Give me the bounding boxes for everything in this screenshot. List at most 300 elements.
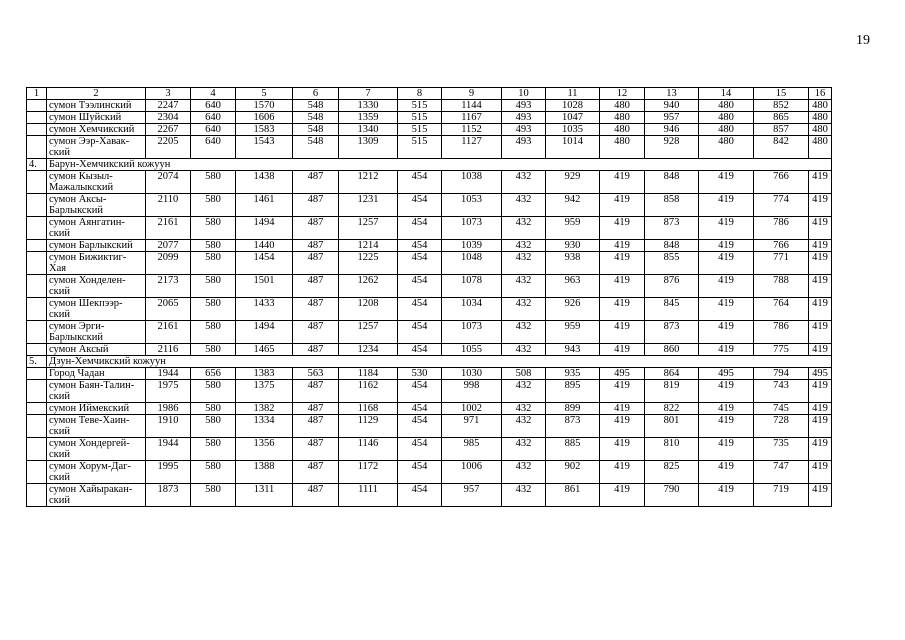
value-cell: 493: [502, 136, 546, 159]
locality-name-cell: сумон Хорум-Даг-ский: [47, 461, 146, 484]
value-cell: 771: [754, 252, 809, 275]
value-cell: 454: [398, 194, 442, 217]
value-cell: 1002: [442, 403, 502, 415]
table-row: [27, 136, 832, 159]
value-cell: 548: [293, 100, 339, 112]
value-cell: 487: [293, 344, 339, 356]
value-cell: 419: [809, 217, 832, 240]
value-cell: 580: [191, 298, 236, 321]
value-cell: 419: [809, 321, 832, 344]
value-cell: 819: [645, 380, 699, 403]
row-number-cell: [27, 484, 47, 507]
value-cell: 487: [293, 380, 339, 403]
value-cell: 454: [398, 252, 442, 275]
table-row: [27, 171, 832, 194]
value-cell: 454: [398, 403, 442, 415]
value-cell: 842: [754, 136, 809, 159]
value-cell: 942: [546, 194, 600, 217]
value-cell: 1055: [442, 344, 502, 356]
table-row: [27, 298, 832, 321]
value-cell: 1053: [442, 194, 502, 217]
value-cell: 1262: [339, 275, 398, 298]
table-row: [27, 368, 832, 380]
value-cell: 926: [546, 298, 600, 321]
value-cell: 487: [293, 275, 339, 298]
value-cell: 580: [191, 461, 236, 484]
column-number-header: 10: [502, 88, 546, 100]
value-cell: 1014: [546, 136, 600, 159]
value-cell: 515: [398, 100, 442, 112]
value-cell: 801: [645, 415, 699, 438]
value-cell: 640: [191, 124, 236, 136]
value-cell: 580: [191, 171, 236, 194]
value-cell: 419: [809, 194, 832, 217]
value-cell: 902: [546, 461, 600, 484]
value-cell: 480: [600, 112, 645, 124]
value-cell: 1028: [546, 100, 600, 112]
value-cell: 454: [398, 321, 442, 344]
value-cell: 454: [398, 217, 442, 240]
value-cell: 480: [699, 112, 754, 124]
value-cell: 1047: [546, 112, 600, 124]
value-cell: 745: [754, 403, 809, 415]
row-number-cell: [27, 461, 47, 484]
value-cell: 530: [398, 368, 442, 380]
value-cell: 493: [502, 124, 546, 136]
value-cell: 419: [809, 171, 832, 194]
column-number-header: 15: [754, 88, 809, 100]
value-cell: 2173: [146, 275, 191, 298]
value-cell: 454: [398, 171, 442, 194]
value-cell: 728: [754, 415, 809, 438]
value-cell: 788: [754, 275, 809, 298]
value-cell: 640: [191, 136, 236, 159]
column-number-header: 13: [645, 88, 699, 100]
value-cell: 480: [600, 124, 645, 136]
value-cell: 580: [191, 380, 236, 403]
value-cell: 480: [699, 124, 754, 136]
value-cell: 774: [754, 194, 809, 217]
value-cell: 1073: [442, 217, 502, 240]
value-cell: 432: [502, 403, 546, 415]
value-cell: 640: [191, 100, 236, 112]
value-cell: 480: [809, 112, 832, 124]
column-number-header: 4: [191, 88, 236, 100]
value-cell: 515: [398, 124, 442, 136]
value-cell: 487: [293, 461, 339, 484]
value-cell: 1212: [339, 171, 398, 194]
value-cell: 432: [502, 461, 546, 484]
value-cell: 419: [809, 403, 832, 415]
value-cell: 419: [699, 275, 754, 298]
locality-name-cell: сумон Аксый: [47, 344, 146, 356]
value-cell: 1225: [339, 252, 398, 275]
value-cell: 580: [191, 240, 236, 252]
locality-name-cell: Город Чадан: [47, 368, 146, 380]
value-cell: 895: [546, 380, 600, 403]
value-cell: 1311: [236, 484, 293, 507]
value-cell: 1162: [339, 380, 398, 403]
value-cell: 656: [191, 368, 236, 380]
value-cell: 1048: [442, 252, 502, 275]
value-cell: 419: [600, 438, 645, 461]
value-cell: 487: [293, 194, 339, 217]
value-cell: 419: [809, 344, 832, 356]
value-cell: 794: [754, 368, 809, 380]
value-cell: 1570: [236, 100, 293, 112]
value-cell: 419: [699, 252, 754, 275]
value-cell: 963: [546, 275, 600, 298]
section-number: 4.: [27, 159, 47, 171]
row-number-cell: [27, 438, 47, 461]
value-cell: 419: [699, 298, 754, 321]
value-cell: 876: [645, 275, 699, 298]
value-cell: 1030: [442, 368, 502, 380]
value-cell: 487: [293, 415, 339, 438]
value-cell: 1073: [442, 321, 502, 344]
value-cell: 548: [293, 124, 339, 136]
value-cell: 419: [699, 438, 754, 461]
value-cell: 580: [191, 415, 236, 438]
value-cell: 1330: [339, 100, 398, 112]
table-row: [27, 217, 832, 240]
value-cell: 580: [191, 321, 236, 344]
value-cell: 563: [293, 368, 339, 380]
value-cell: 480: [809, 136, 832, 159]
page-number: 19: [856, 33, 870, 48]
row-number-cell: [27, 298, 47, 321]
column-number-header-row: [27, 88, 832, 100]
value-cell: 419: [809, 275, 832, 298]
value-cell: 943: [546, 344, 600, 356]
value-cell: 487: [293, 438, 339, 461]
value-cell: 419: [600, 344, 645, 356]
table-row: [27, 438, 832, 461]
row-number-cell: [27, 275, 47, 298]
value-cell: 1340: [339, 124, 398, 136]
value-cell: 2110: [146, 194, 191, 217]
value-cell: 580: [191, 194, 236, 217]
locality-name-cell: сумон Хондергей-ский: [47, 438, 146, 461]
value-cell: 940: [645, 100, 699, 112]
data-table: [26, 87, 832, 507]
row-number-cell: [27, 380, 47, 403]
column-number-header: 11: [546, 88, 600, 100]
value-cell: 419: [600, 252, 645, 275]
column-number-header: 5: [236, 88, 293, 100]
value-cell: 1039: [442, 240, 502, 252]
value-cell: 864: [645, 368, 699, 380]
value-cell: 1034: [442, 298, 502, 321]
value-cell: 432: [502, 380, 546, 403]
value-cell: 454: [398, 344, 442, 356]
table-row: [27, 344, 832, 356]
value-cell: 929: [546, 171, 600, 194]
value-cell: 419: [809, 380, 832, 403]
column-number-header: 12: [600, 88, 645, 100]
column-number-header: 2: [47, 88, 146, 100]
value-cell: 848: [645, 240, 699, 252]
value-cell: 487: [293, 171, 339, 194]
value-cell: 495: [600, 368, 645, 380]
value-cell: 857: [754, 124, 809, 136]
value-cell: 419: [600, 484, 645, 507]
value-cell: 855: [645, 252, 699, 275]
table-row: [27, 100, 832, 112]
value-cell: 432: [502, 275, 546, 298]
row-number-cell: [27, 415, 47, 438]
value-cell: 1167: [442, 112, 502, 124]
value-cell: 1111: [339, 484, 398, 507]
value-cell: 419: [699, 344, 754, 356]
value-cell: 419: [600, 380, 645, 403]
table-row: [27, 240, 832, 252]
value-cell: 957: [645, 112, 699, 124]
column-number-header: 16: [809, 88, 832, 100]
value-cell: 1975: [146, 380, 191, 403]
value-cell: 1383: [236, 368, 293, 380]
row-number-cell: [27, 100, 47, 112]
value-cell: 873: [645, 217, 699, 240]
value-cell: 495: [699, 368, 754, 380]
row-number-cell: [27, 124, 47, 136]
value-cell: 1334: [236, 415, 293, 438]
locality-name-cell: сумон Кызыл-Мажалыкский: [47, 171, 146, 194]
value-cell: 860: [645, 344, 699, 356]
value-cell: 432: [502, 438, 546, 461]
value-cell: 1382: [236, 403, 293, 415]
value-cell: 971: [442, 415, 502, 438]
value-cell: 2304: [146, 112, 191, 124]
value-cell: 1995: [146, 461, 191, 484]
locality-name-cell: сумон Бижиктиг-Хая: [47, 252, 146, 275]
value-cell: 2247: [146, 100, 191, 112]
value-cell: 493: [502, 112, 546, 124]
row-number-cell: [27, 321, 47, 344]
value-cell: 810: [645, 438, 699, 461]
table-row: [27, 124, 832, 136]
value-cell: 1440: [236, 240, 293, 252]
value-cell: 2099: [146, 252, 191, 275]
value-cell: 580: [191, 344, 236, 356]
column-number-header: 9: [442, 88, 502, 100]
value-cell: 419: [699, 461, 754, 484]
value-cell: 419: [699, 171, 754, 194]
value-cell: 1494: [236, 217, 293, 240]
value-cell: 930: [546, 240, 600, 252]
value-cell: 959: [546, 321, 600, 344]
value-cell: 487: [293, 217, 339, 240]
value-cell: 419: [809, 461, 832, 484]
value-cell: 1986: [146, 403, 191, 415]
value-cell: 1910: [146, 415, 191, 438]
locality-name-cell: сумон Тээлинский: [47, 100, 146, 112]
value-cell: 1543: [236, 136, 293, 159]
column-number-header: 6: [293, 88, 339, 100]
value-cell: 1146: [339, 438, 398, 461]
value-cell: 766: [754, 171, 809, 194]
value-cell: 487: [293, 321, 339, 344]
section-row: [27, 159, 832, 171]
value-cell: 1454: [236, 252, 293, 275]
value-cell: 419: [600, 321, 645, 344]
value-cell: 766: [754, 240, 809, 252]
value-cell: 454: [398, 240, 442, 252]
row-number-cell: [27, 217, 47, 240]
section-title: Барун-Хемчикский кожуун: [47, 159, 832, 171]
value-cell: 580: [191, 217, 236, 240]
value-cell: 1035: [546, 124, 600, 136]
value-cell: 1234: [339, 344, 398, 356]
value-cell: 985: [442, 438, 502, 461]
value-cell: 432: [502, 298, 546, 321]
value-cell: 2161: [146, 217, 191, 240]
value-cell: 845: [645, 298, 699, 321]
value-cell: 580: [191, 403, 236, 415]
value-cell: 959: [546, 217, 600, 240]
value-cell: 487: [293, 252, 339, 275]
value-cell: 480: [699, 100, 754, 112]
locality-name-cell: сумон Эрги-Барлыкский: [47, 321, 146, 344]
value-cell: 1152: [442, 124, 502, 136]
value-cell: 515: [398, 136, 442, 159]
section-title: Дзун-Хемчикский кожуун: [47, 356, 832, 368]
table-row: [27, 321, 832, 344]
value-cell: 786: [754, 321, 809, 344]
value-cell: 786: [754, 217, 809, 240]
row-number-cell: [27, 252, 47, 275]
row-number-cell: [27, 112, 47, 124]
value-cell: 432: [502, 171, 546, 194]
value-cell: 480: [699, 136, 754, 159]
value-cell: 775: [754, 344, 809, 356]
value-cell: 852: [754, 100, 809, 112]
value-cell: 1388: [236, 461, 293, 484]
value-cell: 1356: [236, 438, 293, 461]
value-cell: 1127: [442, 136, 502, 159]
value-cell: 1129: [339, 415, 398, 438]
value-cell: 493: [502, 100, 546, 112]
value-cell: 865: [754, 112, 809, 124]
table-row: [27, 252, 832, 275]
value-cell: 1873: [146, 484, 191, 507]
value-cell: 419: [600, 194, 645, 217]
value-cell: 419: [600, 217, 645, 240]
value-cell: 1501: [236, 275, 293, 298]
value-cell: 935: [546, 368, 600, 380]
locality-name-cell: сумон Теве-Хаин-ский: [47, 415, 146, 438]
value-cell: 419: [600, 240, 645, 252]
value-cell: 580: [191, 438, 236, 461]
value-cell: 419: [809, 298, 832, 321]
value-cell: 938: [546, 252, 600, 275]
value-cell: 432: [502, 344, 546, 356]
value-cell: 719: [754, 484, 809, 507]
table-row: [27, 484, 832, 507]
row-number-cell: [27, 344, 47, 356]
locality-name-cell: сумон Баян-Талин-ский: [47, 380, 146, 403]
value-cell: 419: [699, 415, 754, 438]
value-cell: 454: [398, 298, 442, 321]
value-cell: 419: [600, 275, 645, 298]
value-cell: 419: [699, 194, 754, 217]
value-cell: 480: [809, 124, 832, 136]
value-cell: 640: [191, 112, 236, 124]
value-cell: 998: [442, 380, 502, 403]
value-cell: 419: [600, 298, 645, 321]
value-cell: 735: [754, 438, 809, 461]
value-cell: 432: [502, 415, 546, 438]
table-row: [27, 380, 832, 403]
value-cell: 1583: [236, 124, 293, 136]
value-cell: 432: [502, 217, 546, 240]
value-cell: 419: [600, 415, 645, 438]
table-row: [27, 275, 832, 298]
value-cell: 957: [442, 484, 502, 507]
value-cell: 1257: [339, 321, 398, 344]
value-cell: 1465: [236, 344, 293, 356]
value-cell: 1006: [442, 461, 502, 484]
value-cell: 2267: [146, 124, 191, 136]
value-cell: 1078: [442, 275, 502, 298]
value-cell: 1944: [146, 438, 191, 461]
column-number-header: 1: [27, 88, 47, 100]
value-cell: 454: [398, 438, 442, 461]
table-row: [27, 415, 832, 438]
value-cell: 419: [809, 252, 832, 275]
value-cell: 432: [502, 484, 546, 507]
value-cell: 743: [754, 380, 809, 403]
value-cell: 515: [398, 112, 442, 124]
value-cell: 487: [293, 240, 339, 252]
locality-name-cell: сумон Шуйский: [47, 112, 146, 124]
value-cell: 419: [809, 438, 832, 461]
value-cell: 946: [645, 124, 699, 136]
value-cell: 419: [699, 240, 754, 252]
value-cell: 419: [809, 415, 832, 438]
value-cell: 548: [293, 136, 339, 159]
value-cell: 1359: [339, 112, 398, 124]
locality-name-cell: сумон Хайыракан-ский: [47, 484, 146, 507]
value-cell: 1257: [339, 217, 398, 240]
locality-name-cell: сумон Шекпээр-ский: [47, 298, 146, 321]
value-cell: 764: [754, 298, 809, 321]
value-cell: 2065: [146, 298, 191, 321]
locality-name-cell: сумон Хонделен-ский: [47, 275, 146, 298]
value-cell: 580: [191, 484, 236, 507]
locality-name-cell: сумон Аксы-Барлыкский: [47, 194, 146, 217]
value-cell: 1038: [442, 171, 502, 194]
table-row: [27, 194, 832, 217]
value-cell: 419: [699, 484, 754, 507]
section-row: [27, 356, 832, 368]
locality-name-cell: сумон Барлыкский: [47, 240, 146, 252]
table-row: [27, 403, 832, 415]
value-cell: 454: [398, 275, 442, 298]
locality-name-cell: сумон Аянгатин-ский: [47, 217, 146, 240]
value-cell: 419: [699, 403, 754, 415]
value-cell: 419: [600, 461, 645, 484]
row-number-cell: [27, 194, 47, 217]
value-cell: 1375: [236, 380, 293, 403]
value-cell: 1144: [442, 100, 502, 112]
value-cell: 1494: [236, 321, 293, 344]
value-cell: 2077: [146, 240, 191, 252]
value-cell: 419: [699, 321, 754, 344]
value-cell: 1231: [339, 194, 398, 217]
value-cell: 1208: [339, 298, 398, 321]
value-cell: 1606: [236, 112, 293, 124]
